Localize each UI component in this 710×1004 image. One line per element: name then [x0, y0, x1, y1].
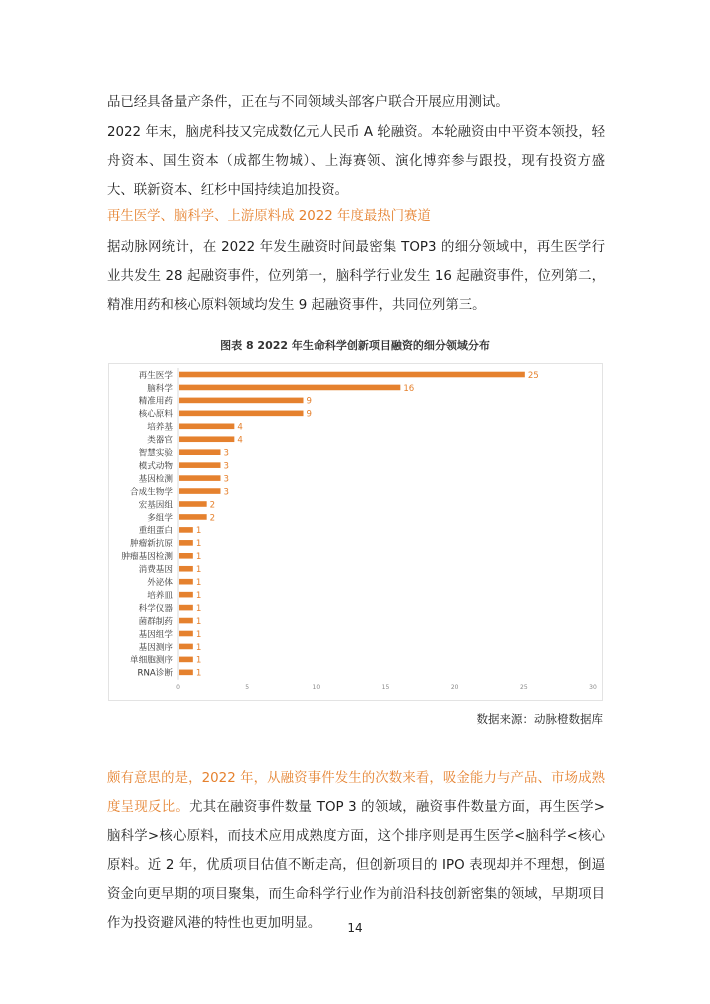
chart-title: 图表 8 2022 年生命科学创新项目融资的细分领域分布 — [220, 339, 490, 352]
paragraph-analysis — [107, 764, 605, 938]
bar — [179, 385, 400, 391]
bar — [179, 605, 193, 611]
category-label: 基因检测 — [138, 474, 173, 485]
category-label: 基因组学 — [138, 629, 173, 640]
value-label: 4 — [237, 422, 243, 433]
bar — [179, 411, 304, 417]
bar — [179, 553, 193, 559]
value-label: 1 — [195, 578, 202, 588]
category-label: 模式动物 — [138, 461, 173, 472]
bar — [179, 540, 193, 546]
category-label: 类器官 — [147, 435, 173, 446]
value-label: 1 — [195, 668, 202, 679]
category-label: 科学仪器 — [138, 603, 173, 614]
value-label: 1 — [195, 629, 202, 640]
value-label: 1 — [195, 552, 202, 563]
highlight-lead: 颇有意思的是，2022 年，从融资事件发生的次数来看，吸金能力与产品、市场成熟度呈现反比。 — [107, 771, 605, 815]
category-label: 肿瘤基因检测 — [121, 552, 173, 563]
bar — [179, 592, 193, 598]
bar — [179, 501, 207, 507]
category-label: 重组蛋白 — [138, 526, 173, 537]
value-label: 2 — [209, 500, 216, 511]
bar — [179, 462, 221, 468]
paragraph-statistics: 据动脉网统计，在 2022 年发生融资时间最密集 TOP3 的细分领域中，再生医学行业共发生 28 起融资事件，位列第一，脑科学行业发生 16 起融资事件，位列第二，精准用药和核心原料领域均发生 9 起融资事件，共同位列第三。 — [107, 240, 605, 313]
bar — [179, 475, 221, 481]
category-label: 合成生物学 — [130, 487, 173, 498]
bar — [179, 436, 234, 442]
category-label: 外泌体 — [147, 578, 173, 588]
x-tick-label: 10 — [312, 684, 321, 691]
value-label: 1 — [195, 590, 202, 601]
value-label: 25 — [527, 370, 539, 381]
value-label: 1 — [195, 539, 202, 550]
x-tick-label: 20 — [450, 684, 459, 691]
value-label: 16 — [403, 383, 415, 394]
value-label: 9 — [306, 396, 312, 407]
bar — [179, 372, 525, 378]
value-label: 3 — [223, 474, 229, 485]
category-label: 核心原料 — [138, 409, 173, 420]
bar — [179, 488, 221, 494]
bar — [179, 566, 193, 572]
page-number: 14 — [347, 921, 363, 935]
bar — [179, 398, 304, 404]
bar-chart — [108, 363, 603, 701]
paragraph-naohu-funding: 2022 年末，脑虎科技又完成数亿元人民币 A 轮融资。本轮融资由中平资本领投，轻舟资本、国生资本（成都生物城）、上海赛领、演化博弈参与跟投，现有投资方盛大、联新资本、红杉中国持续追加投资。 — [107, 125, 605, 198]
category-label: 肿瘤新抗原 — [130, 539, 173, 550]
bar — [179, 514, 207, 520]
category-label: RNA诊断 — [137, 668, 173, 679]
bar — [179, 644, 193, 650]
value-label: 1 — [195, 655, 202, 666]
x-tick-label: 5 — [245, 684, 250, 691]
data-source: 数据来源：动脉橙数据库 — [476, 712, 603, 726]
x-tick-label: 15 — [381, 684, 390, 691]
value-label: 1 — [195, 565, 202, 576]
category-label: 脑科学 — [147, 383, 173, 394]
category-label: 再生医学 — [138, 370, 173, 381]
value-label: 3 — [223, 487, 229, 498]
category-label: 精准用药 — [138, 396, 173, 407]
value-label: 3 — [223, 448, 229, 459]
category-label: 培养基 — [147, 422, 173, 433]
bar — [179, 657, 193, 663]
x-tick-label: 30 — [589, 684, 597, 691]
x-tick-label: 0 — [176, 684, 180, 691]
section-heading: 再生医学、脑科学、上游原料成 2022 年度最热门赛道 — [107, 209, 431, 224]
category-label: 消费基因 — [138, 565, 173, 576]
category-label: 智慧实验 — [138, 448, 173, 459]
value-label: 3 — [223, 461, 229, 472]
category-label: 宏基因组 — [138, 500, 173, 511]
category-label: 多组学 — [147, 513, 173, 524]
bar — [179, 631, 193, 637]
value-label: 1 — [195, 526, 202, 537]
bar — [179, 424, 234, 430]
paragraph-intro: 品已经具备量产条件，正在与不同领域头部客户联合开展应用测试。 — [107, 95, 509, 110]
value-label: 1 — [195, 616, 202, 627]
value-label: 2 — [209, 513, 216, 524]
bar — [179, 527, 193, 533]
category-label: 单细胞测序 — [130, 655, 173, 666]
category-label: 基因测序 — [138, 642, 173, 653]
category-label: 菌群制药 — [138, 616, 173, 627]
value-label: 1 — [195, 603, 202, 614]
bar — [179, 579, 193, 585]
value-label: 4 — [237, 435, 243, 446]
bar — [179, 449, 221, 455]
value-label: 9 — [306, 409, 312, 420]
bar — [179, 670, 193, 676]
bar — [179, 618, 193, 624]
category-label: 培养皿 — [147, 590, 173, 601]
value-label: 1 — [195, 642, 202, 653]
analysis-body: 尤其在融资事件数量 TOP 3 的领域，融资事件数量方面，再生医学>脑科学>核心原料，而技术应用成熟度方面，这个排序则是再生医学<脑科学<核心原料。近 2 年，优质项目估值不断走高，但创新项目的 IPO 表现却并不理想，倒逼资金向更早期的项目聚集，而生命科学行业作为前沿科技创新密集的领域，早期项目作为投资避风港的特性也更加明显。 — [107, 800, 605, 931]
x-tick-label: 25 — [520, 684, 528, 691]
